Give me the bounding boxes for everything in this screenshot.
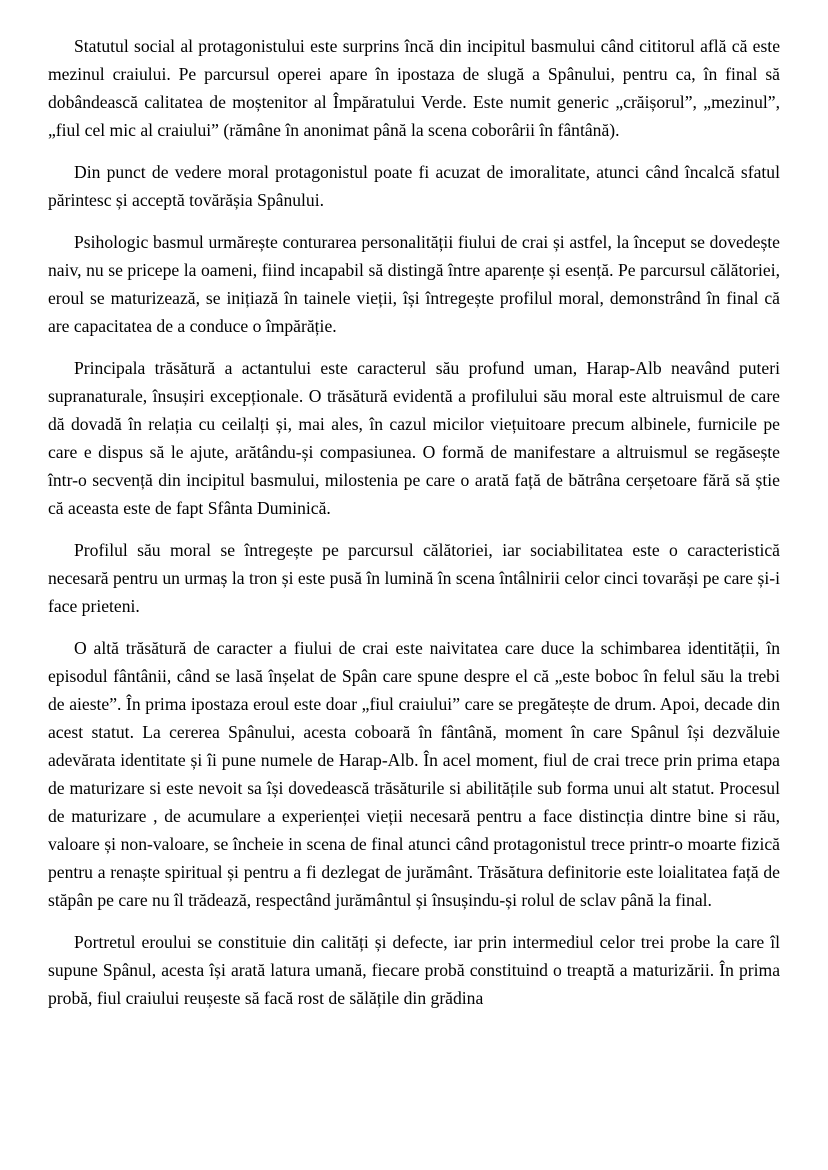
paragraph-4: Principala trăsătură a actantului este caracterul său profund uman, Harap-Alb neavând puteri supranaturale, însușiri excepționale. O trăsătură evidentă a profilului său moral este altruismul de care dă dovadă în relația cu ceilalți și, mai ales, în cazul micilor viețuitoare precum albinele, furnicile pe care e dispus să le ajute, arătându-și compasiunea. O formă de manifestare a altruismul se regăsește într-o secvență din incipitul basmului, milostenia pe care o arată față de bătrâna cerșetoare fără să știe că aceasta este de fapt Sfânta Duminică. [48,358,780,518]
paragraph-2: Din punct de vedere moral protagonistul poate fi acuzat de imoralitate, atunci când încalcă sfatul părintesc și acceptă tovărășia Spânului. [48,162,780,210]
paragraph-7: Portretul eroului se constituie din calități și defecte, iar prin intermediul celor trei probe la care îl supune Spânul, acesta își arată latura umană, fiecare probă constituind o treaptă a maturizării. În prima probă, fiul craiului reușeste să facă rost de sălățile din grădina [48,932,780,1008]
paragraph-1: Statutul social al protagonistului este surprins încă din incipitul basmului când cititorul află că este mezinul craiului. Pe parcursul operei apare în ipostaza de slugă a Spânului, pentru ca, în final să dobândească calitatea de moștenitor al Împăratului Verde. Este numit generic „crăișorul”, „mezinul”, „fiul cel mic al craiului” (rămâne în anonimat până la scena coborârii în fântână). [48,36,780,140]
paragraph-5: Profilul său moral se întregește pe parcursul călătoriei, iar sociabilitatea este o caracteristică necesară pentru un urmaș la tron și este pusă în lumină în scena întâlnirii celor cinci tovarăși pe care și-i face prieteni. [48,540,780,616]
document-text-body [48,32,780,1012]
paragraph-6: O altă trăsătură de caracter a fiului de crai este naivitatea care duce la schimbarea identității, în episodul fântânii, când se lasă înșelat de Spân care spune despre el că „este boboc în felul său la trebi de aieste”. În prima ipostaza eroul este doar „fiul craiului” care se pregătește de drum. Apoi, decade din acest statut. La cererea Spânului, acesta coboară în fântână, moment în care Spânul își dezvăluie adevărata identitate și îi pune numele de Harap-Alb. În acel moment, fiul de crai trece prin prima etapa de maturizare si este nevoit sa își dovedească trăsăturile si abilitățile sub forma unui alt statut. Procesul de maturizare , de acumulare a experienței vieții necesară pentru a face distincția dintre bine si rău, valoare și non-valoare, se încheie in scena de final atunci când protagonistul trece printr-o moarte fizică pentru a renaște spiritual și pentru a fi dezlegat de jurământ. Trăsătura definitorie este loialitatea față de stăpân pe care nu îl trădează, respectând jurământul și însușindu-și rolul de sclav până la final. [48,638,780,910]
paragraph-3: Psihologic basmul urmărește conturarea personalității fiului de crai și astfel, la început se dovedește naiv, nu se pricepe la oameni, fiind incapabil să distingă între aparențe și esență. Pe parcursul călătoriei, eroul se maturizează, se inițiază în tainele vieții, își întregește profilul moral, demonstrând în final că are capacitatea de a conduce o împărăție. [48,232,780,336]
